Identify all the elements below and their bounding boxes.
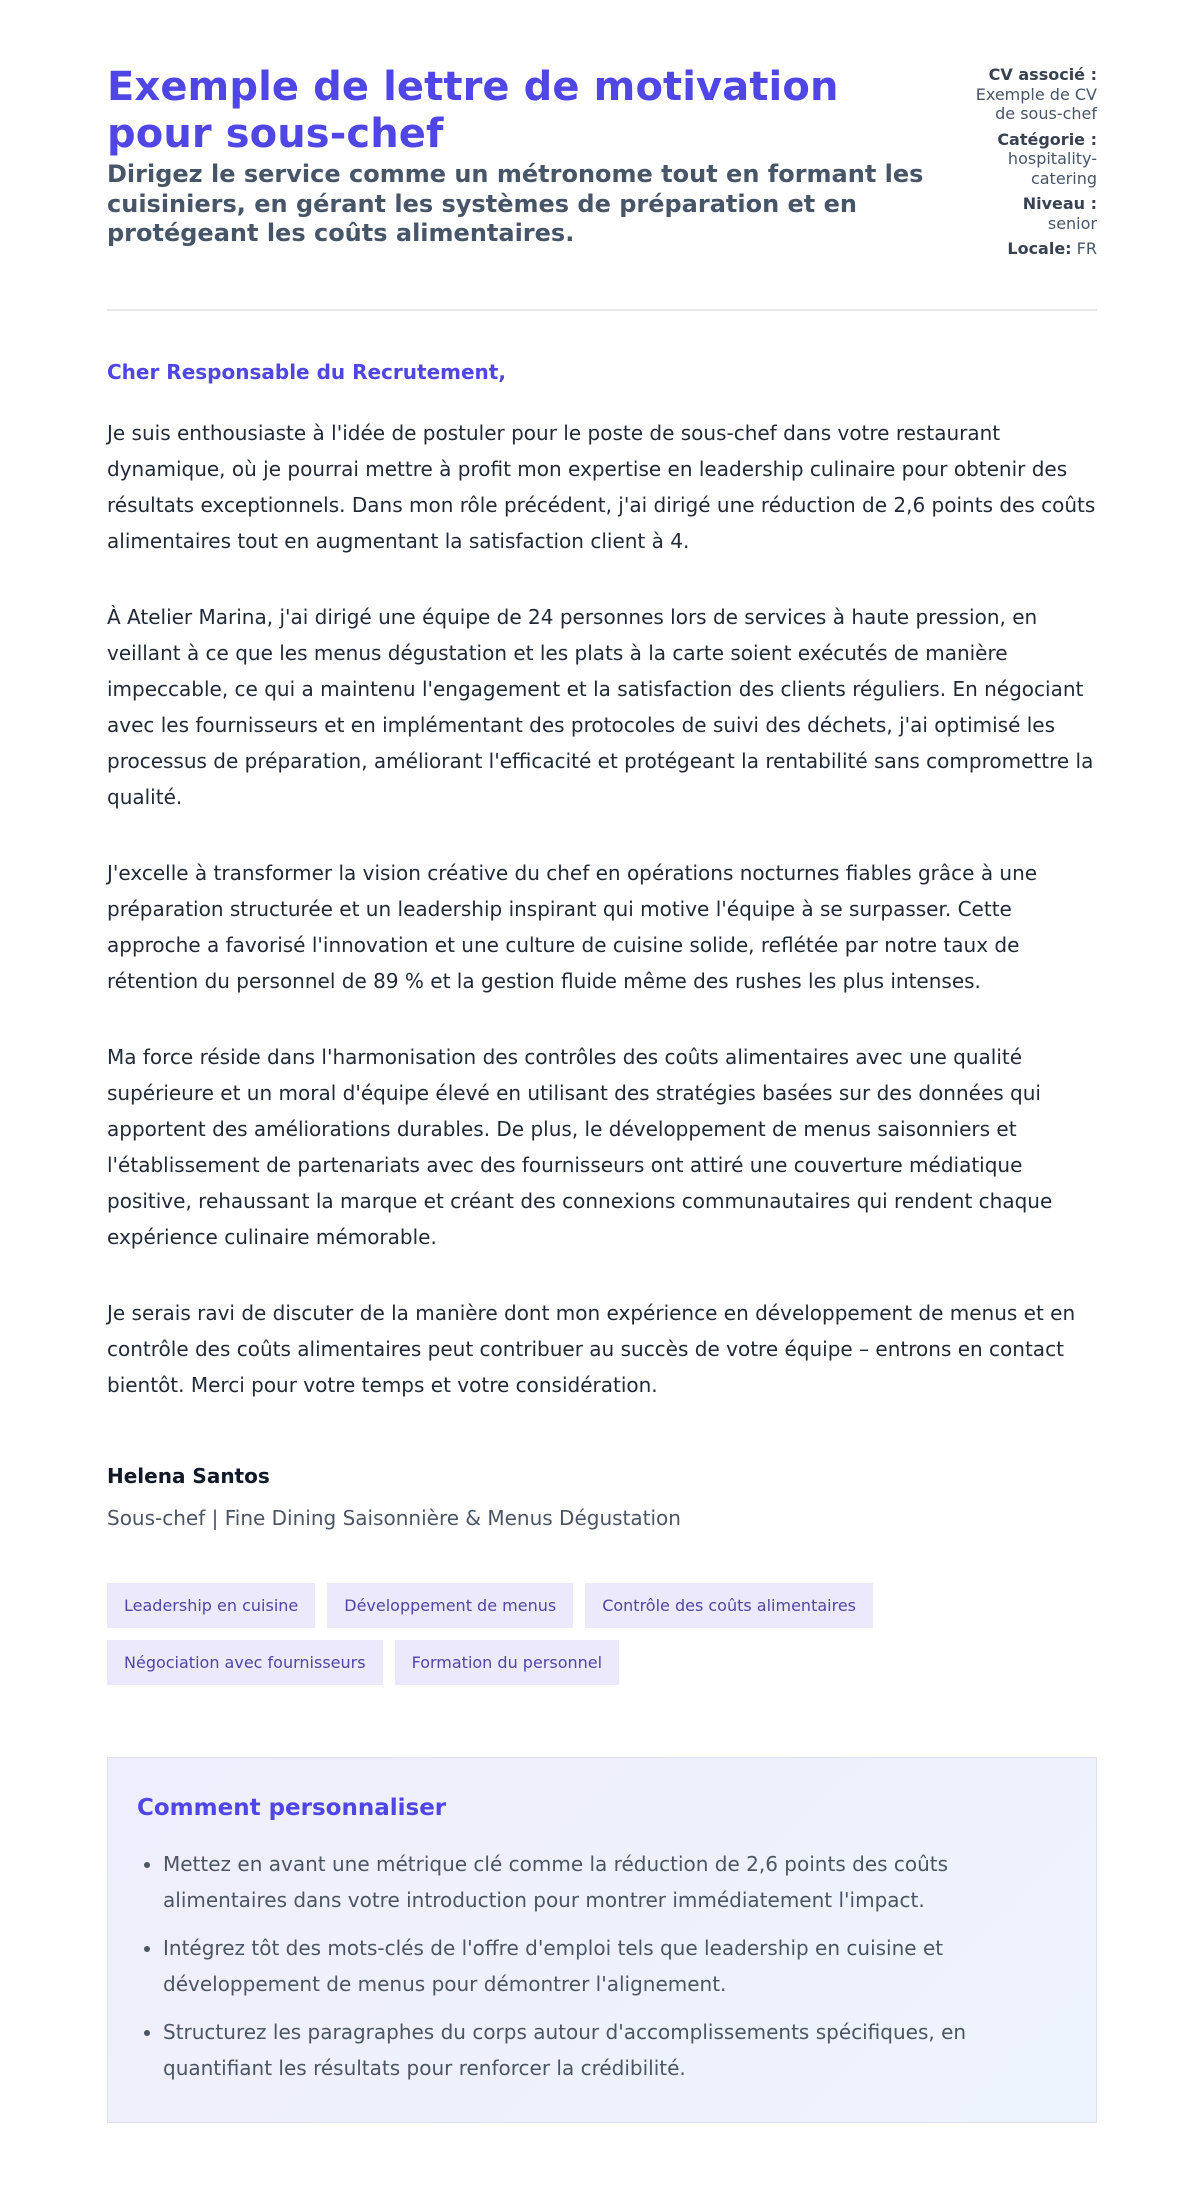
page-subtitle: Dirigez le service comme un métronome tout en formant les cuisiniers, en gérant les systèmes de préparation et en protégeant les coûts alimentaires. bbox=[107, 160, 924, 247]
skill-tag: Formation du personnel bbox=[395, 1640, 620, 1685]
cover-letter-page bbox=[107, 0, 1097, 2181]
page-header bbox=[107, 64, 1097, 311]
letter-paragraph-2: À Atelier Marina, j'ai dirigé une équipe de 24 personnes lors de services à haute pression, en veillant à ce que les menus dégustation et les plats à la carte soient exécutés de manière impeccable, ce qui a maintenu l'engagement et la satisfaction des clients réguliers. En négociant avec les fournisseurs et en implémentant des protocoles de suivi des déchets, j'ai optimisé les processus de préparation, améliorant l'efficacité et protégeant la rentabilité sans compromettre la qualité. bbox=[107, 604, 1094, 809]
header-main bbox=[107, 64, 937, 249]
page-title: Exemple de lettre de motivation pour sous-chef bbox=[107, 64, 839, 157]
meta-label: Locale: bbox=[1007, 239, 1072, 258]
signature-block bbox=[107, 1463, 1097, 1531]
meta-linked-cv bbox=[957, 65, 1097, 124]
skill-tag: Négociation avec fournisseurs bbox=[107, 1640, 383, 1685]
meta-value: hospitality-catering bbox=[1007, 149, 1097, 188]
tips-title: Comment personnaliser bbox=[137, 1794, 447, 1821]
tips-list bbox=[137, 1846, 1068, 2086]
meta-level bbox=[957, 194, 1097, 233]
salutation: Cher Responsable du Recrutement, bbox=[107, 359, 506, 384]
letter-paragraph-4: Ma force réside dans l'harmonisation des contrôles des coûts alimentaires avec une qualité supérieure et un moral d'équipe élevé en utilisant des stratégies basées sur des données qui apportent des améliorations durables. De plus, le développement de menus saisonniers et l'établissement de partenariats avec des fournisseurs ont attiré une couverture médiatique positive, rehaussant la marque et créant des connexions communautaires qui rendent chaque expérience culinaire mémorable. bbox=[107, 1044, 1053, 1249]
letter-paragraph-5: Je serais ravi de discuter de la manière dont mon expérience en développement de menus et en contrôle des coûts alimentaires peut contribuer au succès de votre équipe – entrons en contact bientôt. Merci pour votre temps et votre considération. bbox=[107, 1300, 1076, 1397]
meta-value: Exemple de CV de sous-chef bbox=[975, 84, 1097, 123]
skill-tag: Contrôle des coûts alimentaires bbox=[585, 1583, 873, 1628]
meta-value: senior bbox=[1047, 213, 1097, 233]
tip-item: • Mettez en avant une métrique clé comme la réduction de 2,6 points des coûts alimentaires dans votre introduction pour montrer immédiatement l'impact. bbox=[163, 1846, 1068, 1918]
signature-name: Helena Santos bbox=[107, 1463, 270, 1488]
letter-paragraph-1: Je suis enthousiaste à l'idée de postuler pour le poste de sous-chef dans votre restaurant dynamique, où je pourrai mettre à profit mon expertise en leadership culinaire pour obtenir des résultats exceptionnels. Dans mon rôle précédent, j'ai dirigé une réduction de 2,6 points des coûts alimentaires tout en augmentant la satisfaction client à 4. bbox=[107, 420, 1096, 553]
tip-item: • Structurez les paragraphes du corps autour d'accomplissements spécifiques, en quantifiant les résultats pour renforcer la crédibilité. bbox=[163, 2014, 1068, 2086]
skill-tag: Leadership en cuisine bbox=[107, 1583, 315, 1628]
signature-title: Sous-chef | Fine Dining Saisonnière & Menus Dégustation bbox=[107, 1505, 681, 1530]
meta-category bbox=[957, 130, 1097, 189]
skill-tags bbox=[107, 1583, 1007, 1685]
letter-paragraph-3: J'excelle à transformer la vision créative du chef en opérations nocturnes fiables grâce à une préparation structurée et un leadership inspirant qui motive l'équipe à se surpasser. Cette approche a favorisé l'innovation et une culture de cuisine solide, reflétée par notre taux de rétention du personnel de 89 % et la gestion fluide même des rushes les plus intenses. bbox=[107, 860, 1038, 993]
letter-body bbox=[107, 311, 1097, 2123]
meta-label: Catégorie : bbox=[997, 129, 1097, 149]
meta-label: CV associé : bbox=[988, 65, 1097, 84]
meta-value: FR bbox=[1076, 239, 1097, 258]
tip-item: • Intégrez tôt des mots-clés de l'offre d'emploi tels que leadership en cuisine et développement de menus pour démontrer l'alignement. bbox=[163, 1930, 1068, 2002]
meta-panel bbox=[957, 64, 1097, 265]
meta-label: Niveau : bbox=[1022, 194, 1097, 213]
skill-tag: Développement de menus bbox=[327, 1583, 573, 1628]
customization-tips-box bbox=[107, 1757, 1097, 2123]
meta-locale bbox=[957, 239, 1097, 259]
